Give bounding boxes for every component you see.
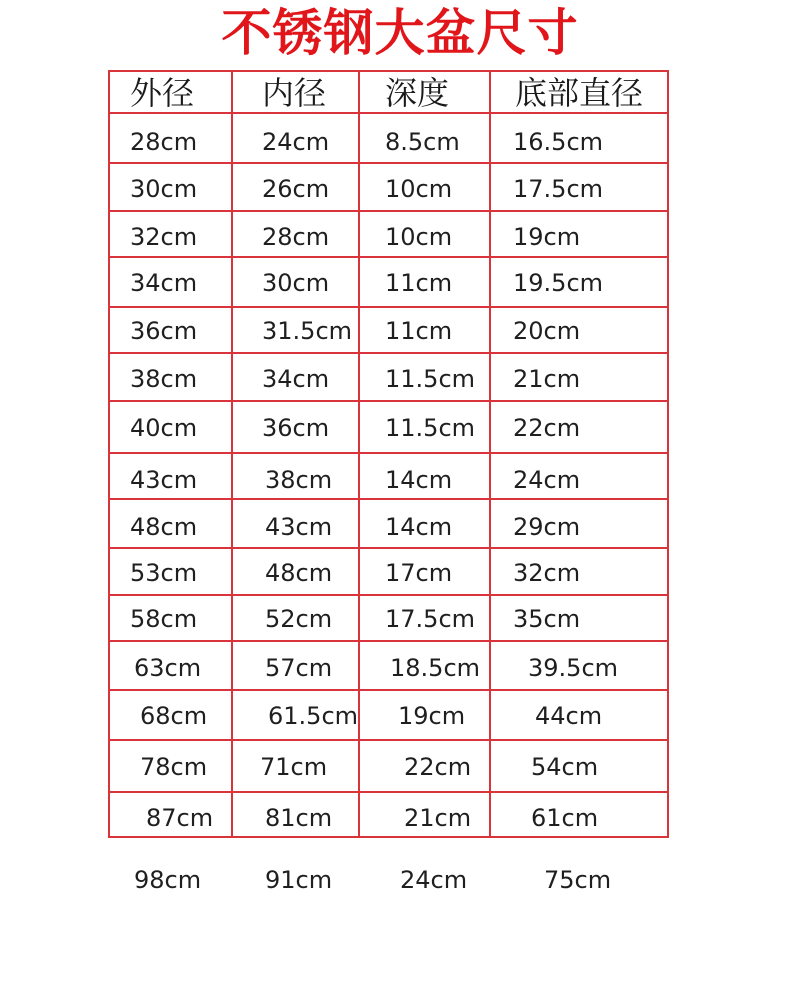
table-cell: 48cm (130, 513, 198, 541)
row-divider (110, 112, 667, 114)
table-cell: 44cm (535, 702, 603, 730)
row-divider (110, 640, 667, 642)
table-cell: 30cm (262, 269, 330, 297)
table-cell: 32cm (130, 223, 198, 251)
table-cell: 19.5cm (513, 269, 604, 297)
table-cell: 63cm (134, 654, 202, 682)
page-title: 不锈钢大盆尺寸 (221, 4, 579, 62)
table-cell: 31.5cm (262, 317, 353, 345)
table-cell: 61.5cm (268, 702, 359, 730)
table-cell: 24cm (262, 128, 330, 156)
table-cell: 10cm (385, 223, 453, 251)
table-cell: 98cm (134, 866, 202, 894)
column-divider (489, 72, 491, 836)
table-cell: 21cm (513, 365, 581, 393)
table-cell: 22cm (513, 414, 581, 442)
table-cell: 14cm (385, 466, 453, 494)
row-divider (110, 400, 667, 402)
table-cell: 39.5cm (528, 654, 619, 682)
table-cell: 26cm (262, 175, 330, 203)
row-divider (110, 352, 667, 354)
table-cell: 20cm (513, 317, 581, 345)
table-cell: 29cm (513, 513, 581, 541)
row-divider (110, 739, 667, 741)
table-cell: 17.5cm (385, 605, 476, 633)
table-cell: 18.5cm (390, 654, 481, 682)
table-cell: 17.5cm (513, 175, 604, 203)
row-divider (110, 256, 667, 258)
row-divider (110, 452, 667, 454)
table-cell: 11cm (385, 269, 453, 297)
table-cell: 19cm (398, 702, 466, 730)
row-divider (110, 306, 667, 308)
table-cell: 78cm (140, 753, 208, 781)
table-cell: 48cm (265, 559, 333, 587)
table-cell: 11.5cm (385, 414, 476, 442)
table-cell: 28cm (130, 128, 198, 156)
row-divider (110, 547, 667, 549)
table-cell: 16.5cm (513, 128, 604, 156)
table-cell: 81cm (265, 804, 333, 832)
table-cell: 87cm (146, 804, 214, 832)
column-divider (358, 72, 360, 836)
table-cell: 24cm (400, 866, 468, 894)
table-cell: 24cm (513, 466, 581, 494)
table-cell: 75cm (544, 866, 612, 894)
table-cell: 8.5cm (385, 128, 460, 156)
table-cell: 30cm (130, 175, 198, 203)
table-cell: 11cm (385, 317, 453, 345)
table-cell: 36cm (130, 317, 198, 345)
table-cell: 17cm (385, 559, 453, 587)
table-cell: 54cm (531, 753, 599, 781)
table-cell: 52cm (265, 605, 333, 633)
table-cell: 58cm (130, 605, 198, 633)
table-cell: 34cm (130, 269, 198, 297)
table-cell: 71cm (260, 753, 328, 781)
column-header: 内径 (262, 74, 327, 112)
table-cell: 34cm (262, 365, 330, 393)
table-cell: 38cm (265, 466, 333, 494)
table-cell: 21cm (404, 804, 472, 832)
table-cell: 22cm (404, 753, 472, 781)
table-cell: 57cm (265, 654, 333, 682)
table-cell: 40cm (130, 414, 198, 442)
row-divider (110, 594, 667, 596)
table-cell: 11.5cm (385, 365, 476, 393)
table-cell: 14cm (385, 513, 453, 541)
row-divider (110, 498, 667, 500)
column-header: 深度 (385, 74, 450, 112)
column-header: 底部直径 (515, 74, 644, 112)
table-cell: 28cm (262, 223, 330, 251)
table-cell: 10cm (385, 175, 453, 203)
table-cell: 32cm (513, 559, 581, 587)
table-cell: 53cm (130, 559, 198, 587)
table-cell: 38cm (130, 365, 198, 393)
table-cell: 61cm (531, 804, 599, 832)
column-header: 外径 (130, 74, 195, 112)
table-cell: 36cm (262, 414, 330, 442)
row-divider (110, 791, 667, 793)
table-cell: 91cm (265, 866, 333, 894)
table-cell: 43cm (130, 466, 198, 494)
row-divider (110, 210, 667, 212)
row-divider (110, 162, 667, 164)
table-cell: 19cm (513, 223, 581, 251)
table-cell: 68cm (140, 702, 208, 730)
table-cell: 35cm (513, 605, 581, 633)
column-divider (231, 72, 233, 836)
table-cell: 43cm (265, 513, 333, 541)
row-divider (110, 689, 667, 691)
